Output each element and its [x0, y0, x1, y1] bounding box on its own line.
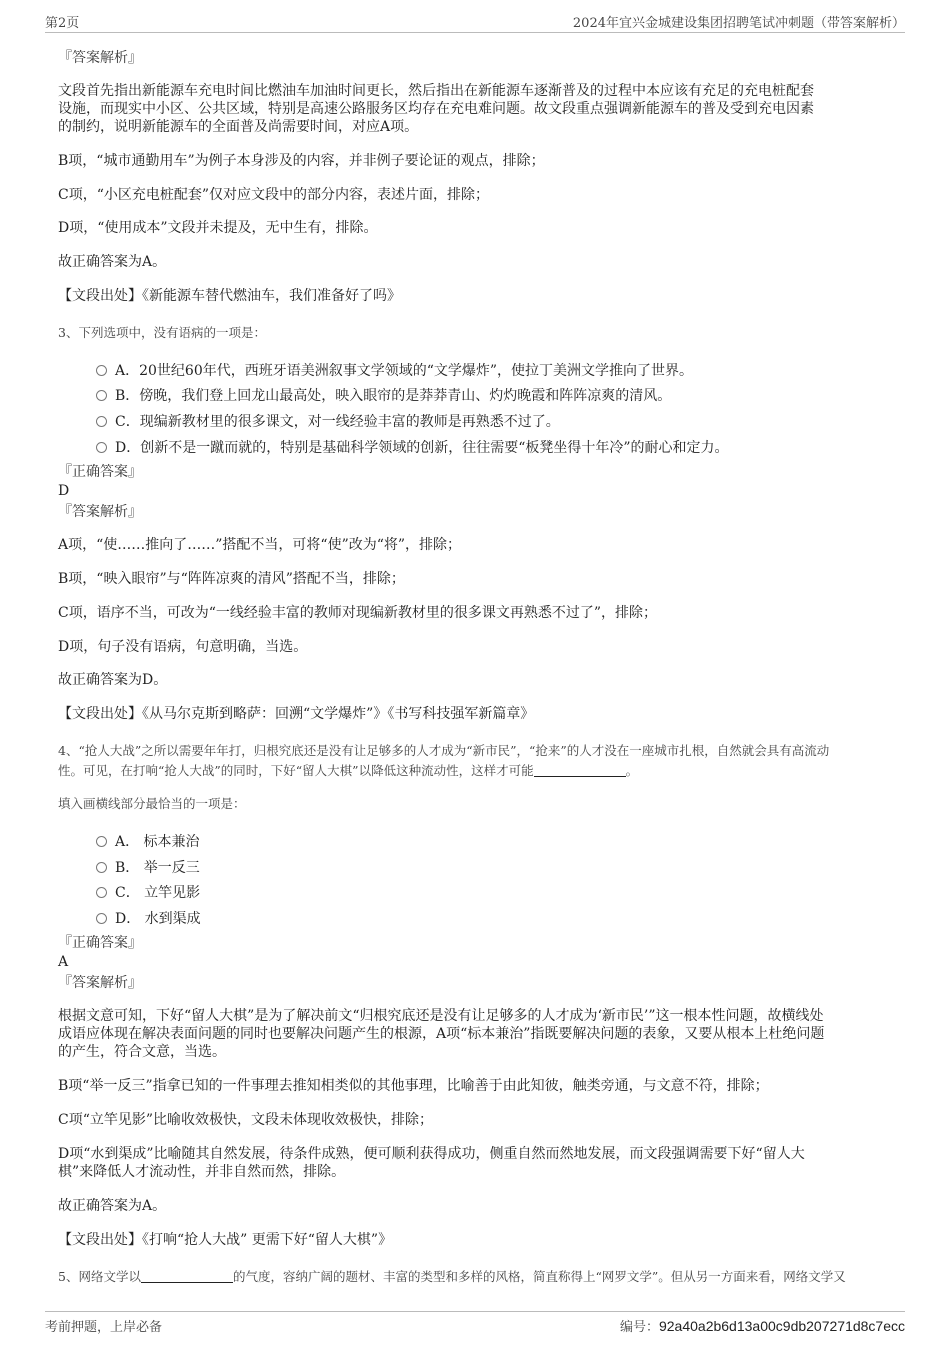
- q2-analysis-label: 『答案解析』: [58, 50, 142, 66]
- q3-option-d-text: D．创新不是一蹴而就的，特别是基础科学领域的创新，往往需要“板凳坐得十年冷”的耐心和定力。: [115, 440, 729, 456]
- q3-correct-label: 『正确答案』: [58, 464, 142, 480]
- q4-option-b-analysis: B项“举一反三”指拿已知的一件事理去推知相类似的其他事理，比喻善于由此知彼，触类旁通，与文意不符，排除；: [58, 1078, 769, 1094]
- q2-conclusion: 故正确答案为A。: [58, 254, 167, 270]
- q3-option-b[interactable]: [96, 385, 671, 405]
- q2-analysis-line-3: 的制约，说明新能源车的全面普及尚需要时间，对应A项。: [58, 119, 419, 135]
- q5-question-start: 5、网络文学以: [58, 1269, 141, 1284]
- q3-option-c-analysis: C项，语序不当，可改为“一线经验丰富的教师对现编新教材里的很多课文再熟悉不过了”，排除；: [58, 605, 658, 621]
- q4-correct-label: 『正确答案』: [58, 935, 142, 951]
- radio-icon[interactable]: [96, 442, 107, 453]
- q2-option-b-analysis: B项，“城市通勤用车”为例子本身涉及的内容，并非例子要论证的观点，排除；: [58, 153, 545, 169]
- q5-question: [58, 1268, 846, 1285]
- q3-option-b-text: B．傍晚，我们登上回龙山最高处，映入眼帘的是莽莽青山、灼灼晚霞和阵阵凉爽的清风。: [115, 388, 672, 404]
- document-code: [620, 1316, 905, 1335]
- q4-prompt: 填入画横线部分最恰当的一项是：: [58, 796, 246, 811]
- code-label: 编号：: [619, 1320, 659, 1335]
- q4-question-line-1: 4、“抢人大战”之所以需要年年打，归根究底还是没有让足够多的人才成为“新市民”，“抢来”的人才没在一座城市扎根，自然就会具有高流动: [58, 743, 830, 758]
- q2-analysis-line-1: 文段首先指出新能源车充电时间比燃油车加油时间更长，然后指出在新能源车逐渐普及的过程中本应该有充足的充电桩配套: [58, 83, 814, 99]
- q3-question: 3、下列选项中，没有语病的一项是：: [58, 325, 266, 340]
- q4-analysis-line-1: 根据文意可知，下好“留人大棋”是为了解决前文“归根究底还是没有让足够多的人才成为‘新市民’”这一根本性问题，故横线处: [58, 1008, 824, 1024]
- q4-option-d-text: D． 水到渠成: [115, 911, 201, 927]
- q4-option-b-text: B． 举一反三: [115, 860, 200, 876]
- q3-option-b-analysis: B项，“映入眼帘”与“阵阵凉爽的清风”搭配不当，排除；: [58, 571, 405, 587]
- q4-option-c-text: C． 立竿见影: [115, 885, 201, 901]
- radio-icon[interactable]: [96, 836, 107, 847]
- q4-option-d-analysis-line-2: 棋”来降低人才流动性，并非自然而然，排除。: [58, 1164, 346, 1180]
- q4-question-text: 性。可见，在打响“抢人大战”的同时，下好“留人大棋”以降低这种流动性，这样才可能: [58, 763, 534, 778]
- q3-option-c-text: C．现编新教材里的很多课文，对一线经验丰富的教师是再熟悉不过了。: [115, 414, 560, 430]
- document-title: 2024年宜兴金城建设集团招聘笔试冲刺题（带答案解析）: [572, 16, 905, 31]
- q3-option-a[interactable]: [96, 360, 693, 380]
- q5-question-rest: 的气度，容纳广阔的题材、丰富的类型和多样的风格，简直称得上“网罗文学”。但从另一方面来看，网络文学又: [232, 1269, 846, 1284]
- q4-question-line-2: [58, 762, 638, 779]
- code-value: 92a40a2b6d13a00c9db207271d8c7ecc: [658, 1318, 905, 1334]
- radio-icon[interactable]: [96, 913, 107, 924]
- q4-analysis-line-2: 成语应体现在解决表面问题的同时也要解决问题产生的根源，A项“标本兼治”指既要解决问题的表象，又要从根本上杜绝问题: [58, 1026, 825, 1042]
- q4-source: 【文段出处】《打响“抢人大战” 更需下好“留人大棋”》: [58, 1232, 393, 1248]
- q4-option-b[interactable]: [96, 857, 200, 877]
- page-footer: [45, 1311, 905, 1336]
- q3-option-c[interactable]: [96, 411, 560, 431]
- radio-icon[interactable]: [96, 365, 107, 376]
- q3-option-d-analysis: D项，句子没有语病，句意明确，当选。: [58, 639, 308, 655]
- footer-slogan: 考前押题，上岸必备: [45, 1320, 163, 1335]
- q4-question-end: 。: [625, 763, 639, 778]
- q4-correct-answer: A: [58, 954, 69, 970]
- q3-option-a-text: A．20世纪60年代，西班牙语美洲叙事文学领域的“文学爆炸”，使拉丁美洲文学推向了世界。: [115, 363, 694, 379]
- radio-icon[interactable]: [96, 390, 107, 401]
- q3-correct-answer: D: [58, 483, 70, 499]
- q2-analysis-line-2: 设施，而现实中小区、公共区域，特别是高速公路服务区均存在充电难问题。故文段重点强调新能源车的普及受到充电因素: [58, 101, 814, 117]
- q4-option-c[interactable]: [96, 882, 200, 902]
- q4-conclusion: 故正确答案为A。: [58, 1198, 167, 1214]
- q4-analysis-label: 『答案解析』: [58, 975, 142, 991]
- q4-option-d-analysis-line-1: D项“水到渠成”比喻随其自然发展，待条件成熟，便可顺利获得成功，侧重自然而然地发展，而文段强调需要下好“留人大: [58, 1146, 805, 1162]
- q3-option-a-analysis: A项，“使……推向了……”搭配不当，可将“使”改为“将”，排除；: [58, 537, 462, 553]
- q3-conclusion: 故正确答案为D。: [58, 672, 168, 688]
- page-header: [45, 12, 905, 33]
- q2-option-c-analysis: C项，“小区充电桩配套”仅对应文段中的部分内容，表述片面，排除；: [58, 187, 490, 203]
- q4-option-a-text: A． 标本兼治: [115, 834, 200, 850]
- q4-option-a[interactable]: [96, 831, 200, 851]
- q3-option-d[interactable]: [96, 437, 729, 457]
- radio-icon[interactable]: [96, 862, 107, 873]
- q3-analysis-label: 『答案解析』: [58, 504, 142, 520]
- radio-icon[interactable]: [96, 887, 107, 898]
- q2-source: 【文段出处】《新能源车替代燃油车，我们准备好了吗》: [58, 288, 401, 304]
- radio-icon[interactable]: [96, 416, 107, 427]
- answer-blank: [534, 764, 626, 777]
- answer-blank: [141, 1270, 233, 1283]
- q2-option-d-analysis: D项，“使用成本”文段并未提及，无中生有，排除。: [58, 220, 378, 236]
- q4-option-d[interactable]: [96, 908, 201, 928]
- q3-source: 【文段出处】《从马尔克斯到略萨：回溯“文学爆炸”》《书写科技强军新篇章》: [58, 706, 535, 722]
- q4-option-c-analysis: C项“立竿见影”比喻收效极快，文段未体现收效极快，排除；: [58, 1112, 434, 1128]
- q4-analysis-line-3: 的产生，符合文意，当选。: [58, 1044, 226, 1060]
- page-number: 第2页: [45, 16, 80, 31]
